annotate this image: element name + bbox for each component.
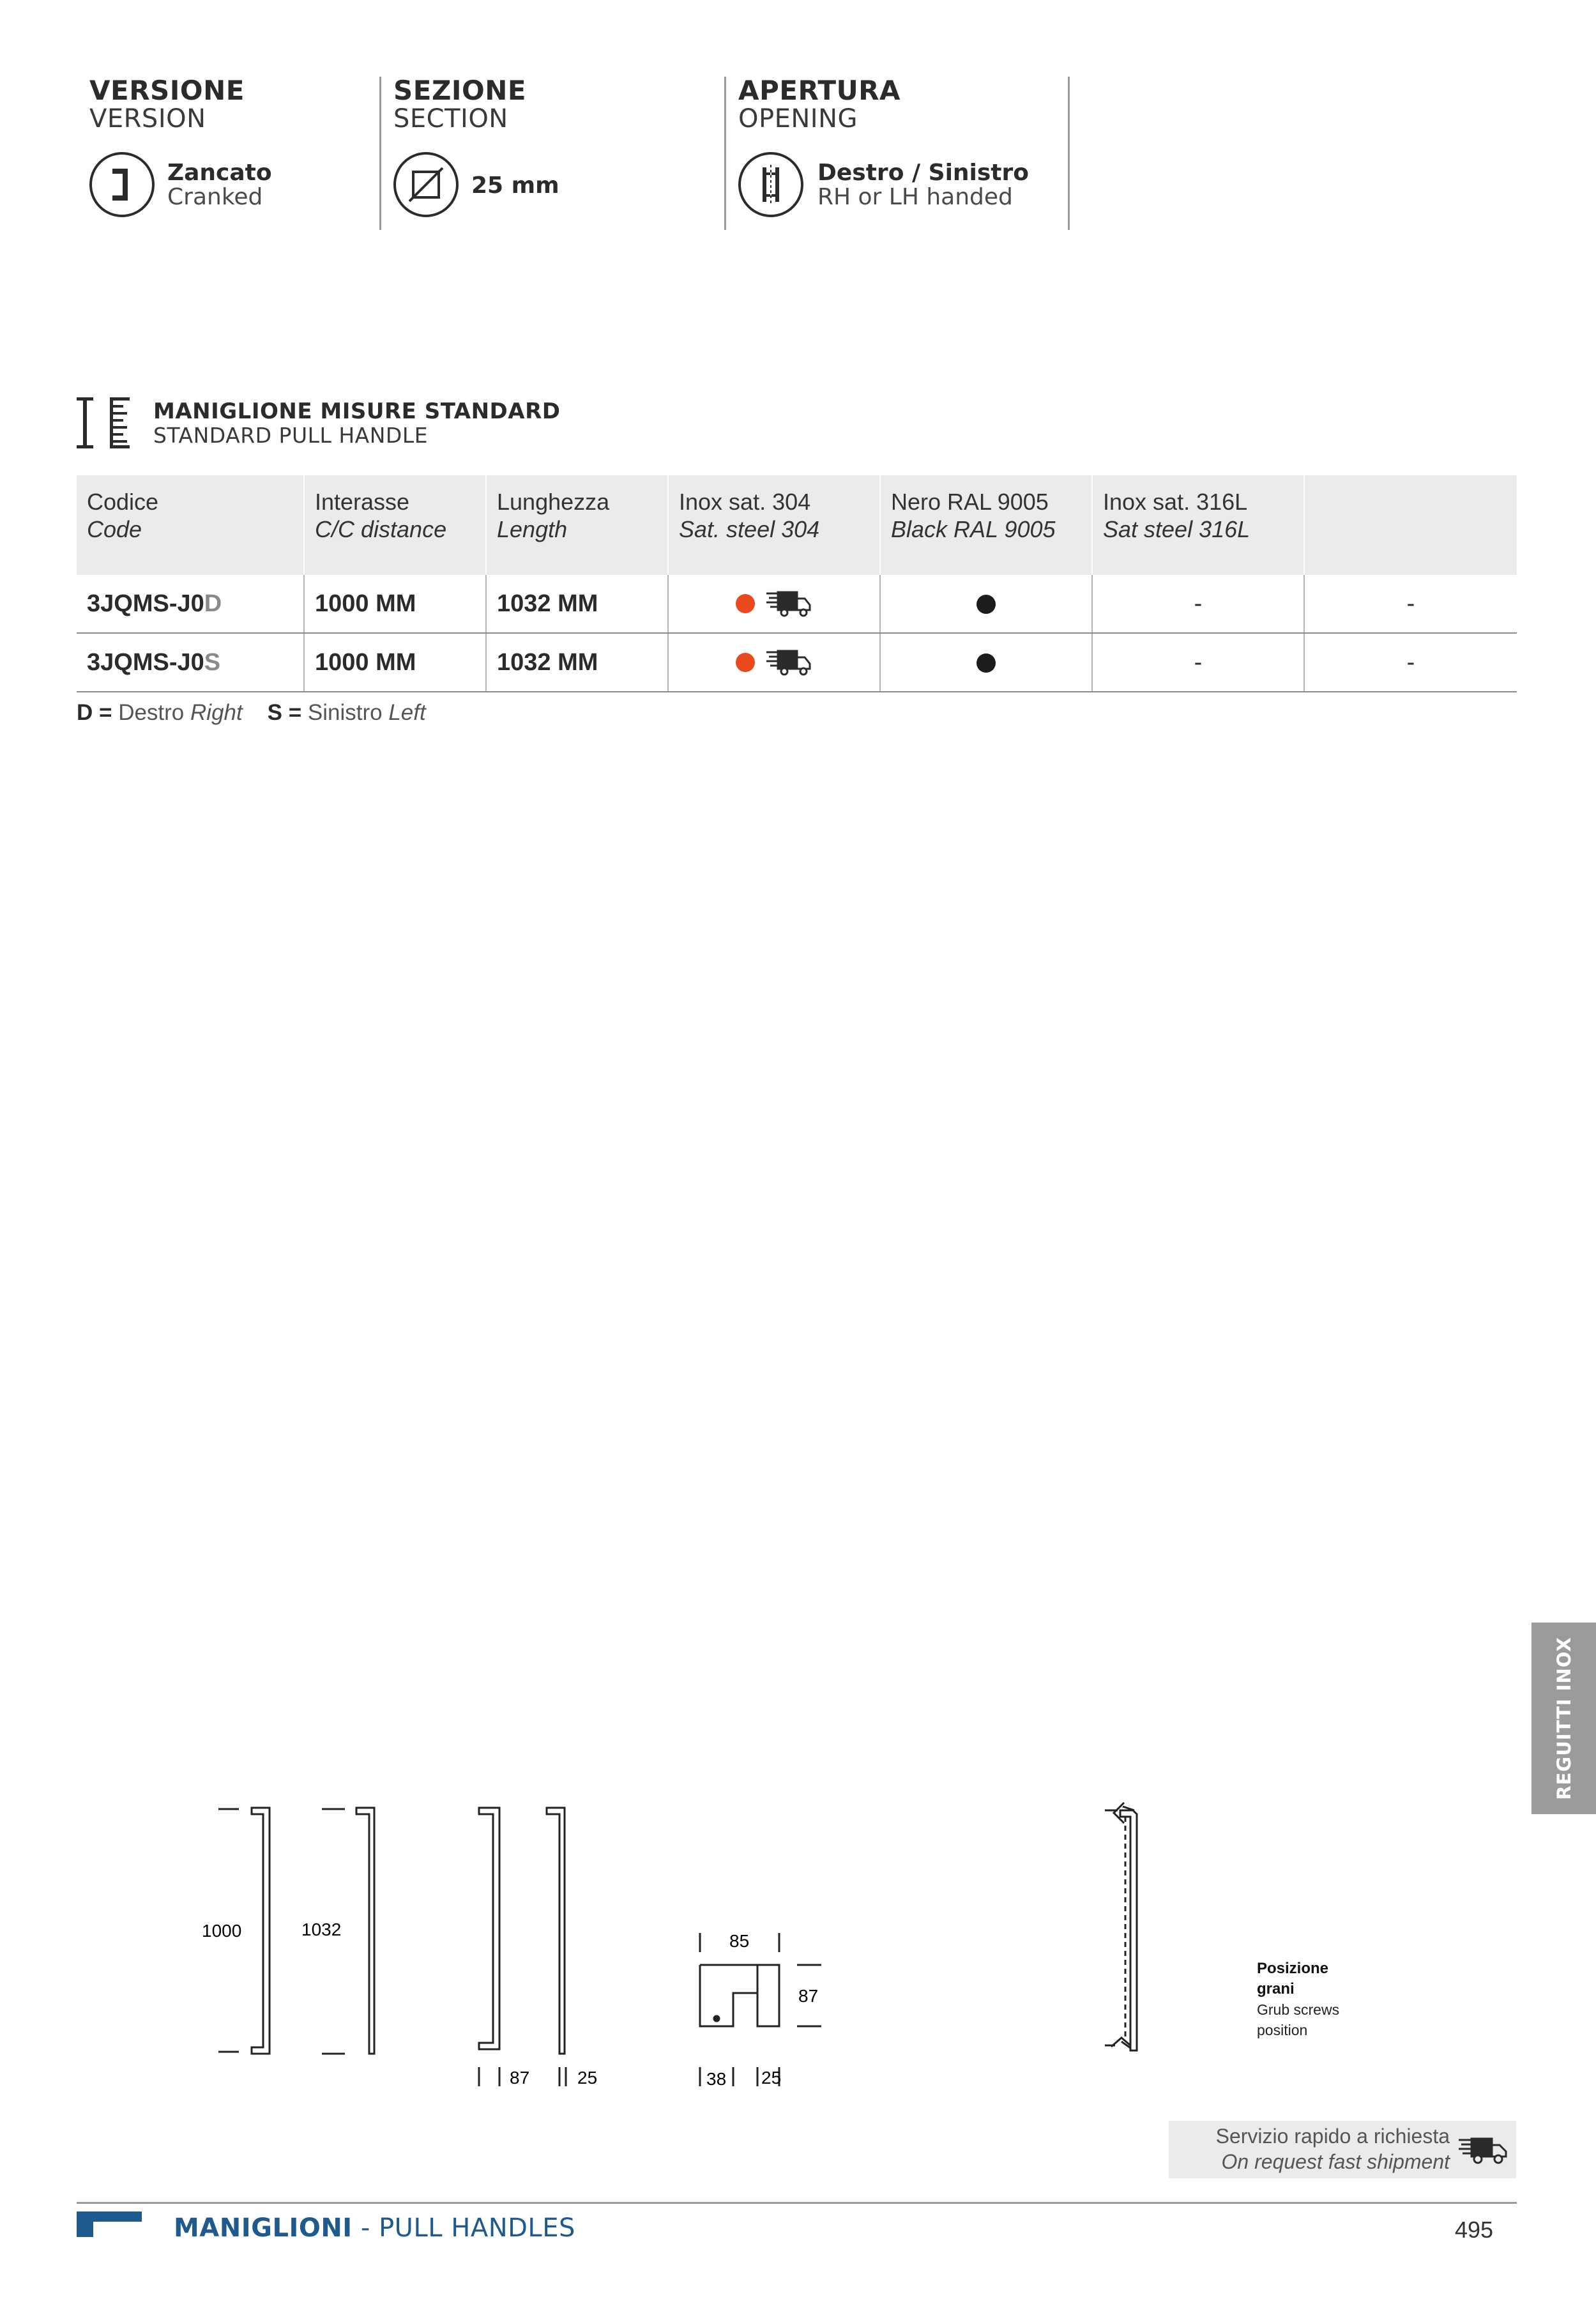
cell-code: 3JQMS-J0D xyxy=(77,575,304,633)
cell-cc: 1000 MM xyxy=(304,633,486,692)
spec-section-value: 25 mm xyxy=(471,172,559,199)
footer-divider xyxy=(77,2202,1517,2204)
legend-d-it: Destro xyxy=(118,700,185,725)
cell-steel-304 xyxy=(668,575,880,633)
footer-title-en: PULL HANDLES xyxy=(379,2213,575,2243)
fast-shipment-box xyxy=(1169,2121,1516,2178)
header-steel-316: Inox sat. 316L Sat steel 316L xyxy=(1092,475,1304,575)
cell-extra: - xyxy=(1304,575,1517,633)
cell-extra: - xyxy=(1304,633,1517,692)
dim-85: 85 xyxy=(729,1931,750,1951)
footer-title-bold: MANIGLIONI xyxy=(174,2213,353,2243)
spec-section-subtitle: SECTION xyxy=(393,104,508,134)
cell-code: 3JQMS-J0S xyxy=(77,633,304,692)
cell-length: 1032 MM xyxy=(486,633,668,692)
technical-drawing xyxy=(192,1789,894,2108)
cell-cc: 1000 MM xyxy=(304,575,486,633)
dim-1000: 1000 xyxy=(202,1921,242,1941)
side-tab-label: REGUITTI INOX xyxy=(1553,1637,1575,1800)
cranked-icon xyxy=(88,151,156,218)
ruler-icon xyxy=(77,397,134,448)
legend-s-en: Left xyxy=(388,700,426,725)
available-dot xyxy=(977,595,996,614)
grani-title-2: grani xyxy=(1257,1980,1295,1997)
spec-divider xyxy=(1068,77,1070,230)
square-section-icon xyxy=(392,151,460,218)
brand-logo-mark xyxy=(77,2211,142,2237)
spec-divider xyxy=(379,77,381,230)
header-black-ral: Nero RAL 9005 Black RAL 9005 xyxy=(880,475,1092,575)
cell-length: 1032 MM xyxy=(486,575,668,633)
fast-shipment-en: On request fast shipment xyxy=(1221,2150,1450,2173)
header-code: Codice Code xyxy=(77,475,304,575)
grani-sub-1: Grub screws xyxy=(1257,2001,1340,2018)
section-subtitle: STANDARD PULL HANDLE xyxy=(153,423,429,448)
table-row xyxy=(77,575,1517,633)
dim-1032: 1032 xyxy=(301,1920,342,1939)
side-tab xyxy=(1531,1623,1596,1814)
spec-divider xyxy=(724,77,726,230)
spec-opening-subtitle: OPENING xyxy=(738,104,858,134)
spec-version-title: VERSIONE xyxy=(89,75,245,106)
truck-icon xyxy=(765,648,812,676)
page-number: 495 xyxy=(1455,2217,1494,2243)
legend-d-key: D = xyxy=(77,700,112,725)
cell-black-ral xyxy=(880,633,1092,692)
dim-25-section: 25 xyxy=(761,2068,782,2088)
truck-icon xyxy=(765,590,812,618)
dim-87-bottom: 87 xyxy=(510,2068,530,2088)
spec-version-subtitle: VERSION xyxy=(89,104,206,134)
header-cc-distance: Interasse C/C distance xyxy=(304,475,486,575)
spec-opening-value-en: RH or LH handed xyxy=(817,184,1013,210)
grub-screw-drawing xyxy=(1086,1795,1162,2063)
spec-opening-value-it: Destro / Sinistro xyxy=(817,160,1029,186)
product-table xyxy=(77,475,1517,692)
spec-opening-title: APERTURA xyxy=(738,75,901,106)
truck-icon xyxy=(1457,2135,1509,2165)
cell-steel-316: - xyxy=(1092,575,1304,633)
legend-d-en: Right xyxy=(190,700,243,725)
door-handle-icon xyxy=(737,151,805,218)
available-dot xyxy=(977,653,996,673)
available-fast-dot xyxy=(736,653,755,672)
table-row xyxy=(77,633,1517,692)
grani-sub-2: position xyxy=(1257,2022,1308,2038)
spec-section-title: SEZIONE xyxy=(393,75,527,106)
cell-steel-316: - xyxy=(1092,633,1304,692)
fast-shipment-it: Servizio rapido a richiesta xyxy=(1215,2125,1450,2148)
footer-separator: - xyxy=(352,2213,379,2243)
spec-version-value-en: Cranked xyxy=(167,184,263,210)
spec-version-value-it: Zancato xyxy=(167,160,272,186)
section-title: MANIGLIONE MISURE STANDARD xyxy=(153,399,561,424)
table-header-row xyxy=(77,475,1517,575)
legend-s-key: S = xyxy=(267,700,302,725)
dim-38: 38 xyxy=(706,2069,727,2089)
legend-s-it: Sinistro xyxy=(307,700,383,725)
footer-title xyxy=(174,2213,575,2243)
header-length: Lunghezza Length xyxy=(486,475,668,575)
code-legend xyxy=(77,700,426,726)
available-fast-dot xyxy=(736,594,755,613)
grani-title-1: Posizione xyxy=(1257,1960,1329,1977)
grub-screw-caption xyxy=(1257,1959,1339,2040)
header-empty xyxy=(1304,475,1517,575)
spec-opening-value xyxy=(817,161,1029,210)
dim-25-bottom: 25 xyxy=(577,2068,598,2088)
cell-black-ral xyxy=(880,575,1092,633)
spec-version-value xyxy=(167,161,272,210)
cell-steel-304 xyxy=(668,633,880,692)
dim-87-side: 87 xyxy=(798,1986,819,2006)
header-steel-304: Inox sat. 304 Sat. steel 304 xyxy=(668,475,880,575)
